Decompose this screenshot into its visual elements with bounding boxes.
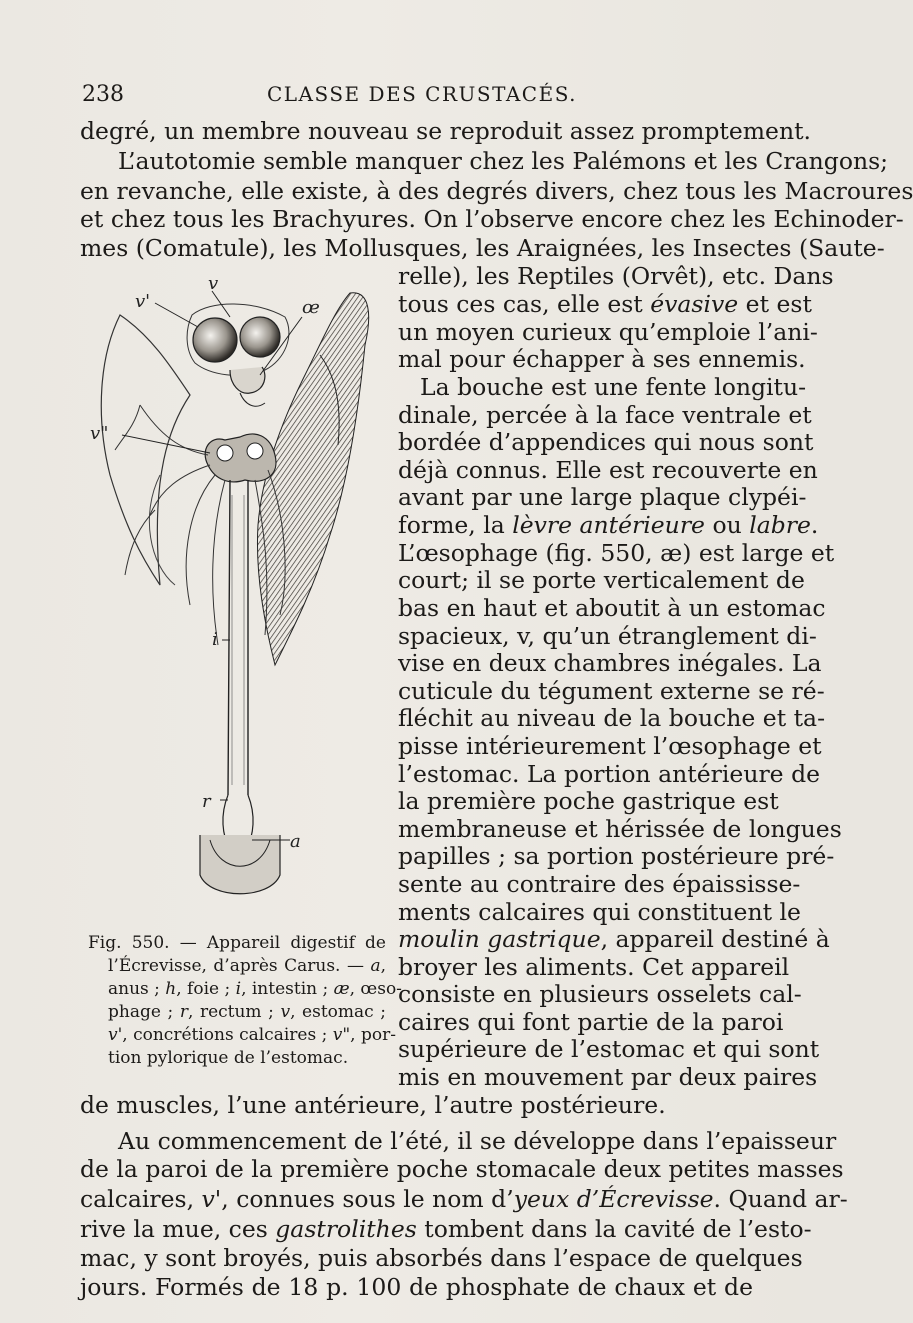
text-line: papilles ; sa portion postérieure pré- — [398, 842, 835, 870]
text-line: supérieure de l’estomac et qui sont — [398, 1035, 820, 1063]
text-line: mal pour échapper à ses ennemis. — [398, 345, 806, 373]
text-line: caires qui font partie de la paroi — [398, 1008, 784, 1036]
label-v: v — [208, 273, 219, 294]
text-line: degré, un membre nouveau se reproduit assez promptement. — [80, 117, 812, 145]
gastrolith-left — [193, 318, 237, 362]
text-line: La bouche est une fente longitu- — [420, 373, 807, 401]
crayfish-digestive-figure — [80, 275, 390, 925]
text-line: de muscles, l’une antérieure, l’autre postérieure. — [80, 1091, 666, 1119]
text-line: vise en deux chambres inégales. La — [398, 649, 822, 677]
text-line: spacieux, v, qu’un étranglement di- — [398, 622, 817, 650]
figure-caption: anus ; h, foie ; i, intestin ; æ, œso- — [108, 979, 402, 999]
text-line: mes (Comatule), les Mollusques, les Araignées, les Insectes (Saute- — [80, 234, 885, 262]
anal-segment — [200, 835, 280, 894]
text-line: court; il se porte verticalement de — [398, 566, 805, 594]
text-line: mac, y sont broyés, puis absorbés dans l’espace de quelques — [80, 1244, 803, 1272]
text-line: dinale, percée à la face ventrale et — [398, 401, 812, 429]
figure-caption: Fig. 550. — Appareil digestif de — [88, 933, 386, 953]
text-line: tous ces cas, elle est évasive et est — [398, 290, 812, 318]
text-line: déjà connus. Elle est recouverte en — [398, 456, 818, 484]
text-line: bordée d’appendices qui nous sont — [398, 428, 814, 456]
figure-caption: l’Écrevisse, d’après Carus. — a, — [108, 956, 386, 976]
text-line: consiste en plusieurs osselets cal- — [398, 980, 802, 1008]
text-line: L’œsophage (fig. 550, æ) est large et — [398, 539, 835, 567]
label-v-prime: v' — [135, 291, 151, 312]
text-line: relle), les Reptiles (Orvêt), etc. Dans — [398, 262, 834, 290]
text-line: l’estomac. La portion antérieure de — [398, 760, 821, 788]
text-line: avant par une large plaque clypéi- — [398, 483, 807, 511]
figure-caption: v', concrétions calcaires ; v", por- — [108, 1025, 396, 1045]
page-header — [82, 82, 762, 112]
text-line: cuticule du tégument externe se ré- — [398, 677, 825, 705]
figure-caption: phage ; r, rectum ; v, estomac ; — [108, 1002, 386, 1022]
text-line: de la paroi de la première poche stomacale deux petites masses — [80, 1155, 844, 1183]
label-a: a — [290, 831, 301, 852]
text-line: ments calcaires qui constituent le — [398, 898, 801, 926]
text-line: pisse intérieurement l’œsophage et — [398, 732, 822, 760]
pyloric-stomach — [205, 434, 276, 482]
stomach-outline — [101, 315, 190, 585]
label-i: i — [212, 629, 218, 650]
text-line: membraneuse et hérissée de longues — [398, 815, 842, 843]
text-line: et chez tous les Brachyures. On l’observe encore chez les Echinoder- — [80, 205, 904, 233]
figure-caption: tion pylorique de l’estomac. — [108, 1048, 349, 1068]
label-v-double: v" — [90, 423, 109, 444]
text-line: calcaires, v', connues sous le nom d’yeux d’Écrevisse. Quand ar- — [80, 1185, 848, 1213]
text-line: Au commencement de l’été, il se développe dans l’epaisseur — [118, 1127, 837, 1155]
text-line: mis en mouvement par deux paires — [398, 1063, 818, 1091]
intestine — [228, 480, 248, 795]
text-line: sente au contraire des épaississe- — [398, 870, 801, 898]
text-line: bas en haut et aboutit à un estomac — [398, 594, 826, 622]
running-title: CLASSE DES CRUSTACÉS. — [266, 82, 578, 106]
text-line: la première poche gastrique est — [398, 787, 779, 815]
page-number: 238 — [82, 82, 124, 107]
text-line: un moyen curieux qu’emploie l’ani- — [398, 318, 818, 346]
text-line: broyer les aliments. Cet appareil — [398, 953, 790, 981]
text-line: fléchit au niveau de la bouche et ta- — [398, 704, 826, 732]
gastrolith-right — [240, 317, 280, 357]
text-line: L’autotomie semble manquer chez les Palémons et les Crangons; — [118, 147, 889, 175]
text-line: rive la mue, ces gastrolithes tombent dans la cavité de l’esto- — [80, 1215, 812, 1243]
label-oe: œ — [302, 297, 320, 318]
text-line: en revanche, elle existe, à des degrés divers, chez tous les Macroures — [80, 177, 913, 205]
label-r: r — [202, 791, 211, 812]
text-line: forme, la lèvre antérieure ou labre. — [398, 511, 819, 539]
text-line: jours. Formés de 18 p. 100 de phosphate de chaux et de — [80, 1273, 753, 1301]
text-line: moulin gastrique, appareil destiné à — [398, 925, 830, 953]
